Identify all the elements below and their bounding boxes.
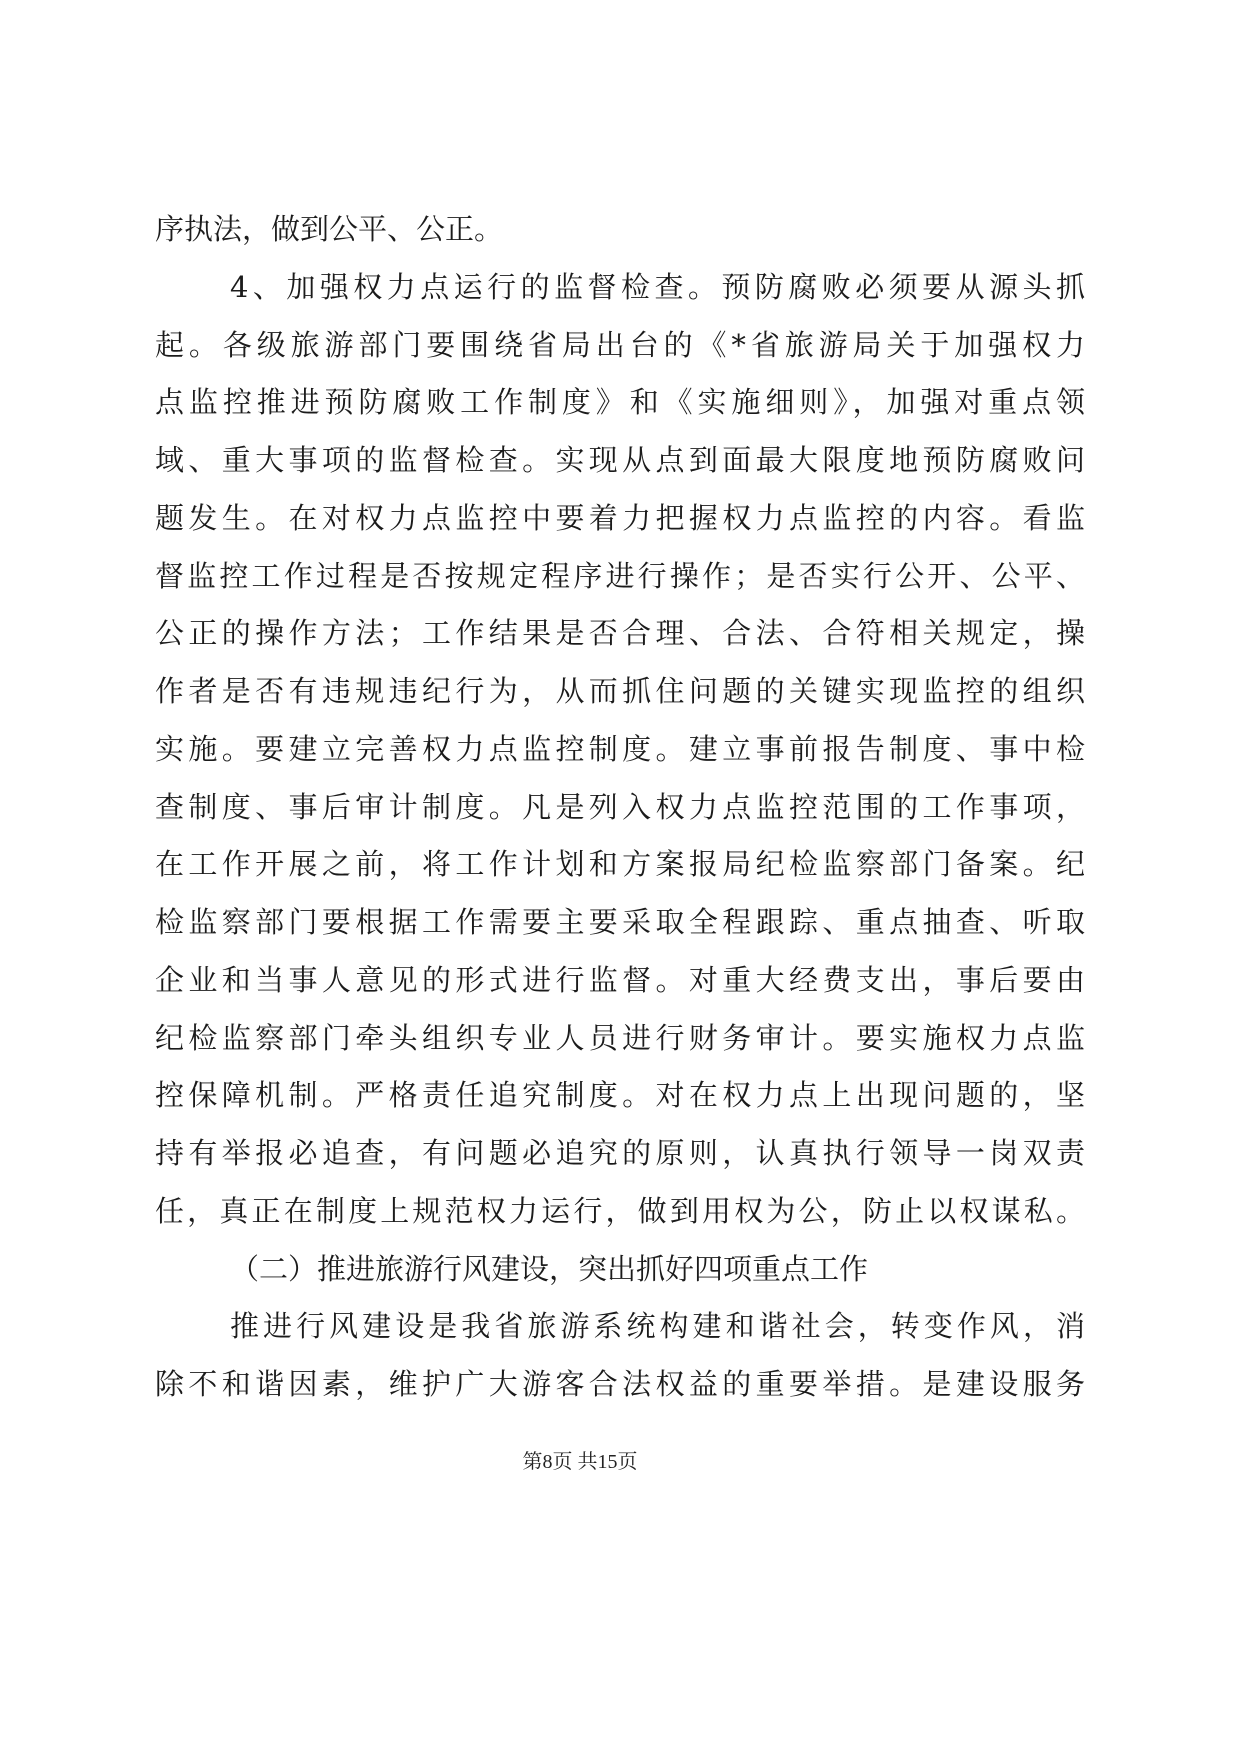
text-line: 督监控工作过程是否按规定程序进行操作；是否实行公开、公平、 [155,558,1085,593]
text-line: 持有举报必追查，有问题必追究的原则，认真执行领导一岗双责 [155,1136,1085,1170]
text-line: 查制度、事后审计制度。凡是列入权力点监控范围的工作事项， [155,789,1085,824]
text-line: 作者是否有违规违纪行为，从而抓住问题的关键实现监控的组织 [155,674,1085,708]
text-line: 点监控推进预防腐败工作制度》和《实施细则》，加强对重点领 [155,385,1085,420]
page-number-footer: 第8页 共15页 [522,1451,638,1473]
text-line: 纪检监察部门牵头组织专业人员进行财务审计。要实施权力点监 [155,1020,1085,1055]
text-line: 序执法，做到公平、公正。 [155,212,504,246]
text-line: 企业和当事人意见的形式进行监督。对重大经费支出，事后要由 [155,962,1085,997]
text-line: 在工作开展之前，将工作计划和方案报局纪检监察部门备案。纪 [155,847,1085,882]
text-line: 检监察部门要根据工作需要主要采取全程跟踪、重点抽查、听取 [155,905,1085,939]
text-line: 4、加强权力点运行的监督检查。预防腐败必须要从源头抓 [230,269,1085,304]
text-line: 除不和谐因素，维护广大游客合法权益的重要举措。是建设服务 [155,1367,1085,1401]
text-line: 公正的操作方法；工作结果是否合理、合法、合符相关规定，操 [155,616,1085,651]
section-heading: （二）推进旅游行风建设，突出抓好四项重点工作 [230,1251,869,1286]
text-line: 推进行风建设是我省旅游系统构建和谐社会，转变作风，消 [230,1309,1085,1344]
text-line: 任，真正在制度上规范权力运行，做到用权为公，防止以权谋私。 [155,1193,1085,1228]
text-line: 实施。要建立完善权力点监控制度。建立事前报告制度、事中检 [155,731,1085,766]
body-text [155,201,1085,1414]
text-line: 起。各级旅游部门要围绕省局出台的《*省旅游局关于加强权力 [155,327,1085,362]
text-line: 控保障机制。严格责任追究制度。对在权力点上出现问题的，坚 [155,1078,1085,1113]
text-line: 域、重大事项的监督检查。实现从点到面最大限度地预防腐败问 [155,443,1085,477]
text-line: 题发生。在对权力点监控中要着力把握权力点监控的内容。看监 [155,500,1085,535]
